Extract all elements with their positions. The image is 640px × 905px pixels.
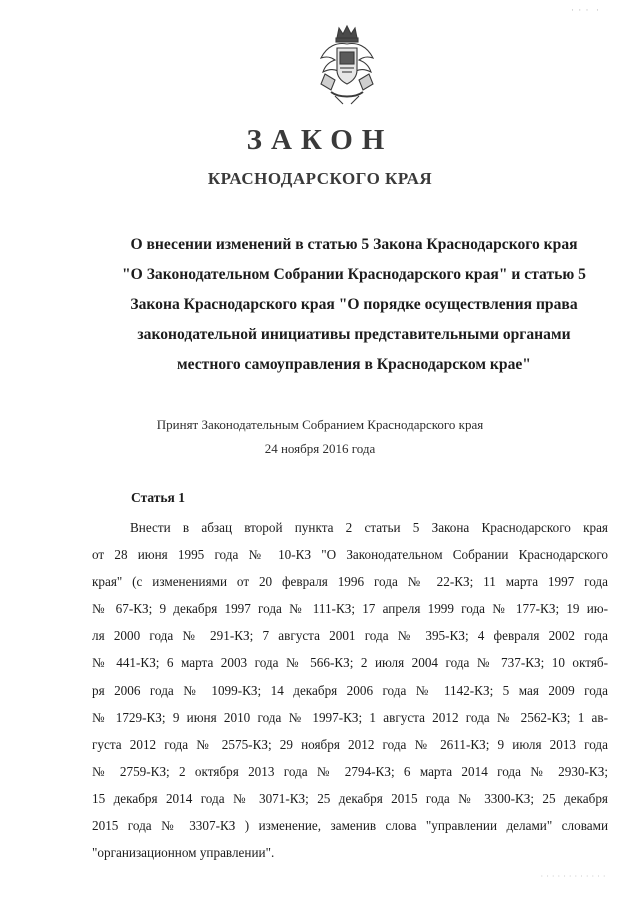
subject-line: "О Законодательном Собрании Краснодарского края" и статью 5: [122, 266, 586, 283]
article-line: густа 2012 года № 2575-КЗ; 29 ноября 2012 года № 2611-КЗ; 9 июля 2013 года: [92, 736, 608, 752]
article-line: ря 2006 года № 1099-КЗ; 14 декабря 2006 года № 1142-КЗ; 5 мая 2009 года: [92, 682, 608, 698]
subject-line: Закона Краснодарского края "О порядке осуществления права: [130, 296, 578, 313]
article-line: № 441-КЗ; 6 марта 2003 года № 566-КЗ; 2 июля 2004 года № 737-КЗ; 10 октяб-: [92, 655, 608, 671]
adoption-info: [0, 413, 640, 461]
scan-corner-mark: · · · ·: [571, 5, 600, 15]
subject-line: законодательной инициативы представительными органами: [137, 326, 571, 343]
law-subject: [84, 230, 624, 380]
article-line: от 28 июня 1995 года № 10-КЗ "О Законодательном Собрании Краснодарского: [92, 547, 608, 563]
adopted-by: Принят Законодательным Собранием Краснодарского края: [156, 417, 484, 432]
article-line: 15 декабря 2014 года № 3071-КЗ; 25 декабря 2015 года № 3300-КЗ; 25 декабря: [92, 790, 608, 806]
article-line: № 1729-КЗ; 9 июня 2010 года № 1997-КЗ; 1 августа 2012 года № 2562-КЗ; 1 ав-: [92, 709, 608, 725]
krasnodar-coat-of-arms-icon: [313, 24, 381, 106]
article-line: ля 2000 года № 291-КЗ; 7 августа 2001 года № 395-КЗ; 4 февраля 2002 года: [92, 628, 608, 644]
article-body: [92, 514, 608, 866]
article-line: 2015 года № 3307-КЗ ) изменение, заменив слова "управлении делами" словами: [92, 818, 608, 834]
article-line: № 67-КЗ; 9 декабря 1997 года № 111-КЗ; 17 апреля 1999 года № 177-КЗ; 19 ию-: [92, 601, 608, 617]
region-subtitle: КРАСНОДАРСКОГО КРАЯ: [207, 169, 433, 188]
subject-line: местного самоуправления в Краснодарском крае": [177, 356, 531, 373]
adopted-date: 24 ноября 2016 года: [264, 441, 376, 456]
law-title: ЗАКОН: [246, 124, 394, 156]
article-line: Внести в абзац второй пункта 2 статьи 5 Закона Краснодарского края: [130, 520, 608, 535]
article-line: края" (с изменениями от 20 февраля 1996 года № 22-КЗ; 11 марта 1997 года: [92, 574, 608, 590]
article-heading: Статья 1: [131, 490, 185, 505]
article-line: № 2759-КЗ; 2 октября 2013 года № 2794-КЗ; 6 марта 2014 года № 2930-КЗ;: [92, 763, 608, 779]
subject-line: О внесении изменений в статью 5 Закона Краснодарского края: [130, 236, 578, 253]
scan-footer-mark: · · · · · · · · · · · ·: [540, 872, 606, 881]
article-line: "организационном управлении".: [92, 845, 275, 861]
